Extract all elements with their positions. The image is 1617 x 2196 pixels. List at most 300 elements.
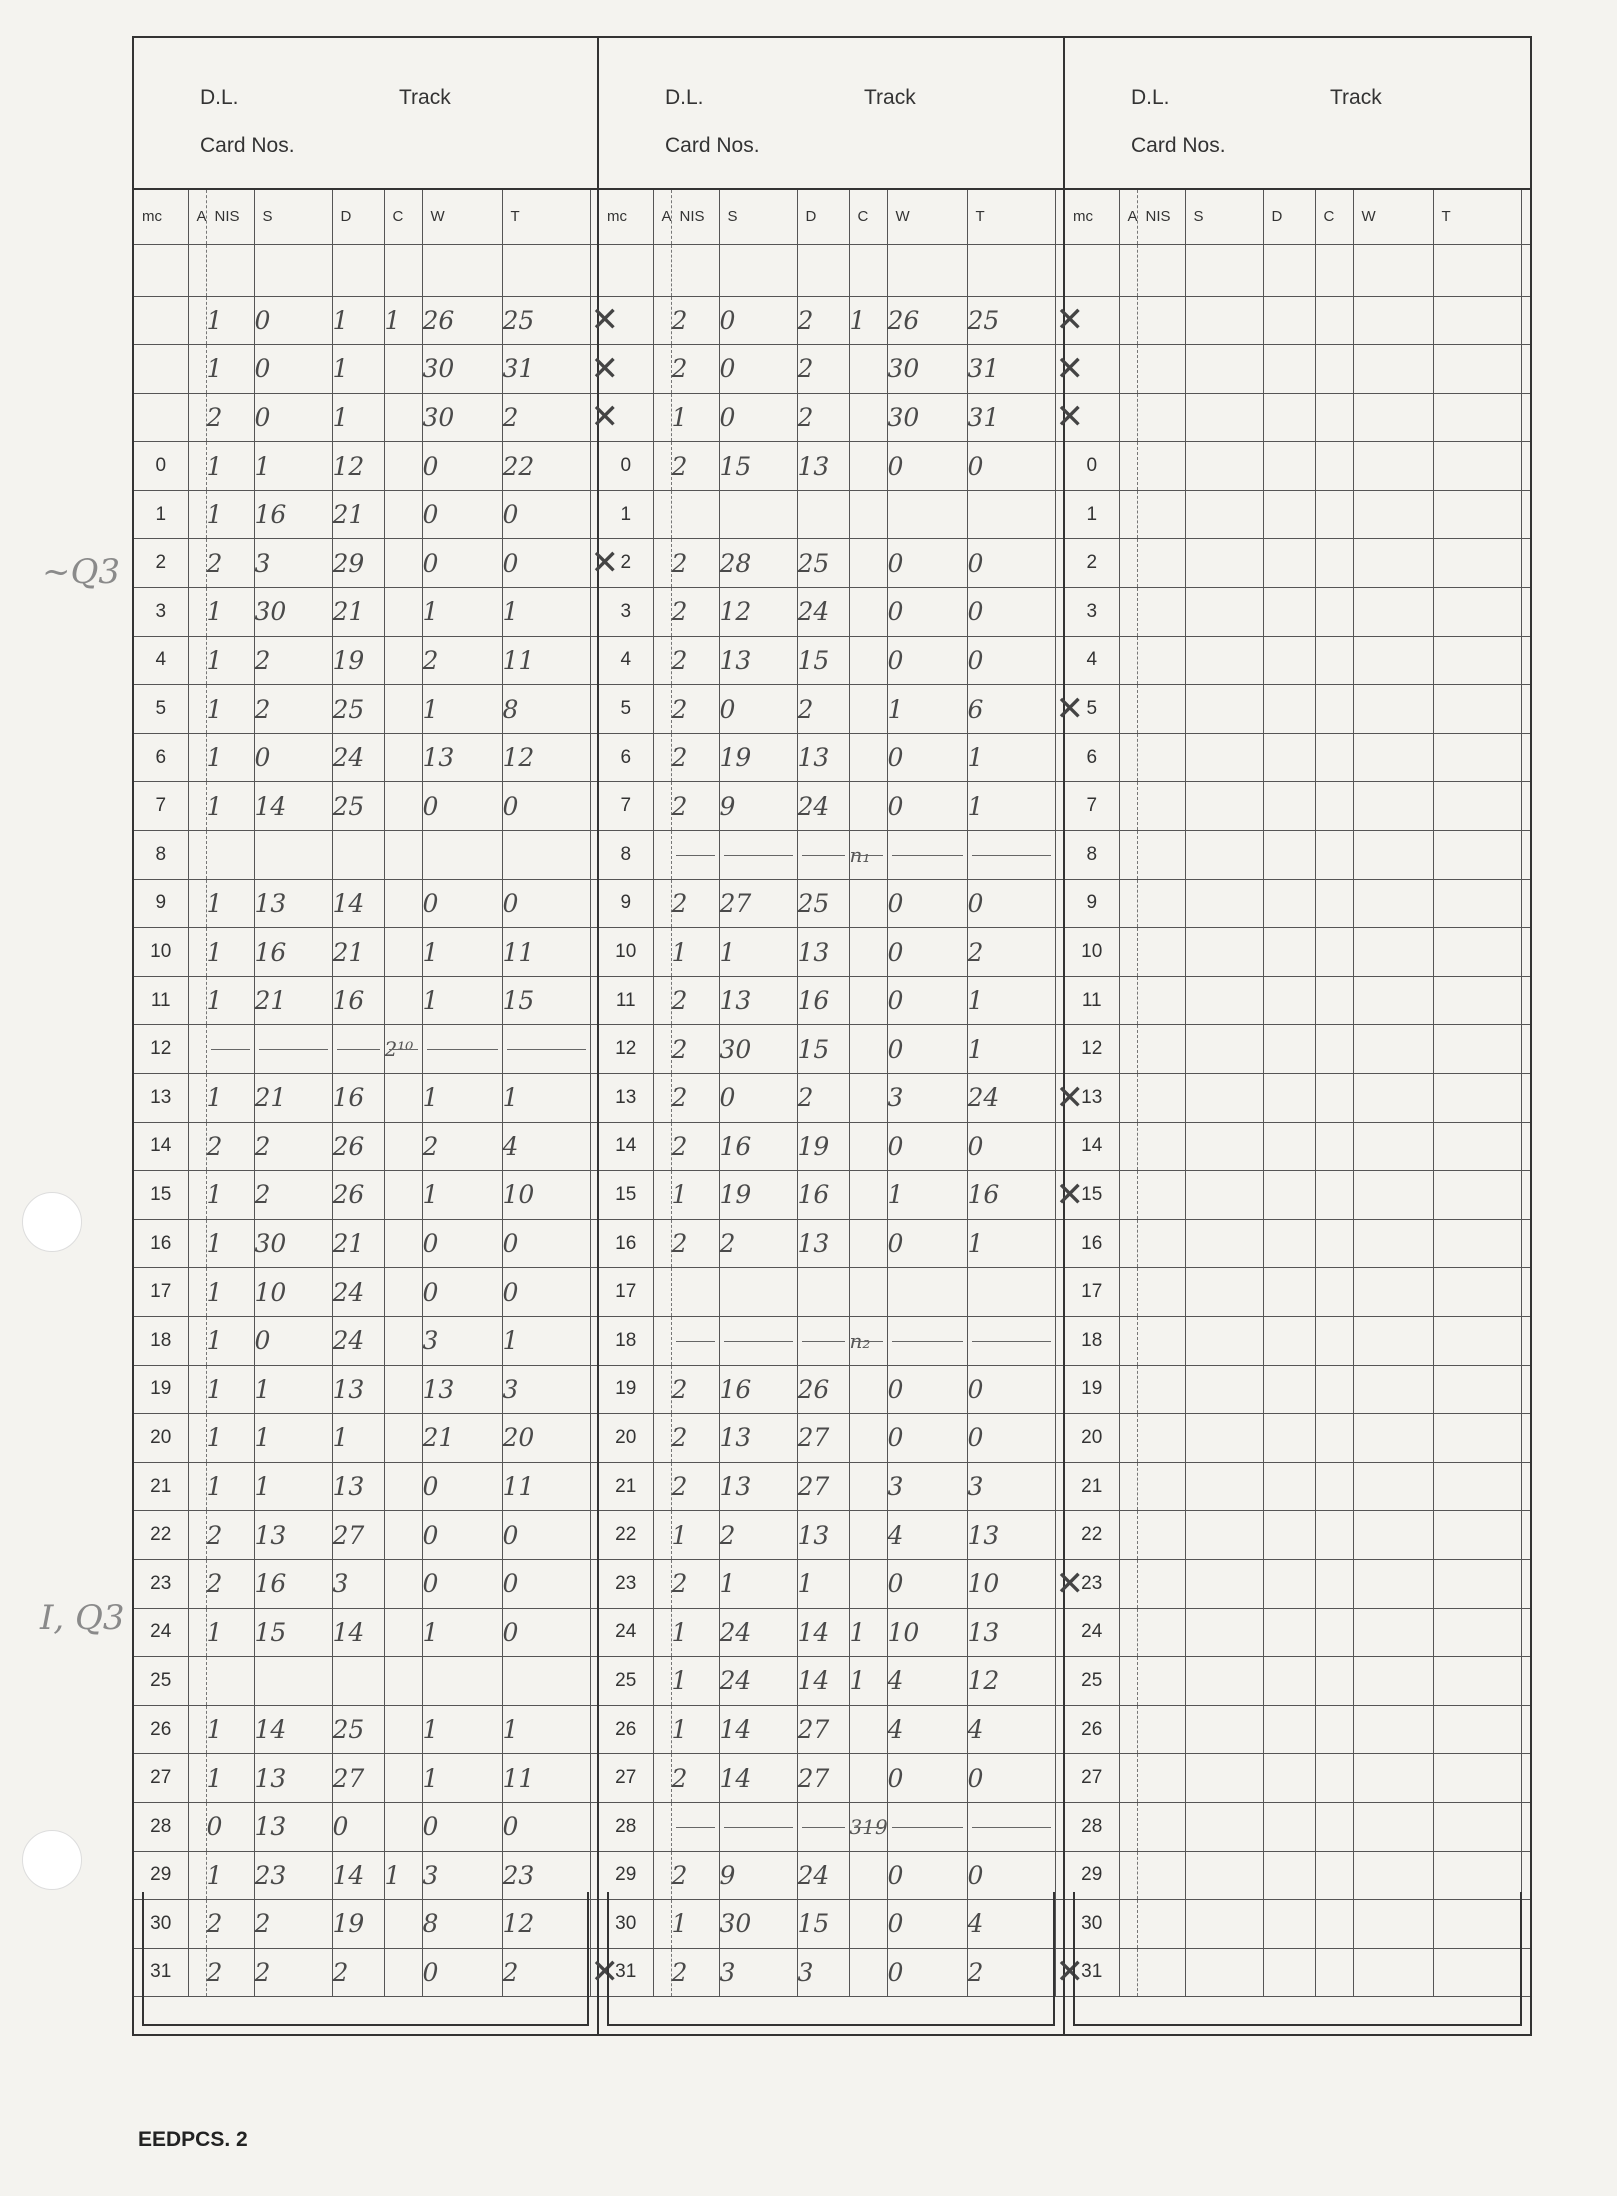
table-row (1065, 1074, 1530, 1123)
w-cell (1353, 393, 1433, 442)
cross-mark-cell (1055, 1462, 1063, 1511)
table-row (1065, 831, 1530, 880)
table-row (1065, 588, 1530, 637)
a-cell (653, 588, 671, 637)
c-cell (384, 1462, 422, 1511)
table-row (1065, 1559, 1530, 1608)
d-cell: 19 (332, 1900, 384, 1949)
column-header-nis: NIS (1137, 190, 1185, 244)
w-cell: 0 (422, 539, 502, 588)
a-cell (653, 1802, 671, 1851)
c-cell (384, 733, 422, 782)
c-cell (849, 976, 887, 1025)
c-cell (384, 588, 422, 637)
cross-mark-cell (590, 831, 597, 880)
card-nos-label: Card Nos. (1131, 134, 1226, 157)
c-cell (1315, 1559, 1353, 1608)
w-cell (1353, 1657, 1433, 1706)
t-cell: 0 (502, 1608, 590, 1657)
nis-cell: 2 (671, 345, 719, 394)
d-cell (1263, 1025, 1315, 1074)
table-row (134, 1025, 597, 1074)
c-cell (384, 636, 422, 685)
nis-cell: 1 (206, 296, 254, 345)
panel-3 (1065, 38, 1530, 2034)
t-cell: 2 (502, 1948, 590, 1997)
table-row (134, 442, 597, 491)
c-cell (384, 879, 422, 928)
mc-cell: 1 (134, 490, 188, 539)
d-cell (1263, 442, 1315, 491)
cross-mark-cell (1521, 1802, 1530, 1851)
nis-cell: 1 (206, 1608, 254, 1657)
nis-cell (1137, 1802, 1185, 1851)
table-row (599, 831, 1063, 880)
table-row (1065, 1511, 1530, 1560)
w-cell: 0 (422, 1462, 502, 1511)
mc-cell: 7 (1065, 782, 1119, 831)
s-cell (1185, 782, 1263, 831)
table-row (134, 1462, 597, 1511)
s-cell (1185, 1268, 1263, 1317)
table-row (1065, 782, 1530, 831)
c-cell (1315, 1802, 1353, 1851)
d-cell: 13 (797, 733, 849, 782)
cross-mark-cell (590, 685, 597, 734)
t-cell: 24 (967, 1074, 1055, 1123)
t-cell (1433, 588, 1521, 637)
mc-cell: 6 (599, 733, 653, 782)
mc-cell: 13 (134, 1074, 188, 1123)
table-row (599, 539, 1063, 588)
blank-cell (797, 244, 849, 296)
t-cell: 4 (967, 1705, 1055, 1754)
cross-mark-cell: ✕ (1055, 1074, 1063, 1123)
table-row (134, 1705, 597, 1754)
a-cell (653, 1414, 671, 1463)
a-cell (188, 1122, 206, 1171)
preset-row (134, 345, 597, 394)
nis-cell: 1 (206, 1316, 254, 1365)
cross-mark-cell (590, 1802, 597, 1851)
t-cell: 0 (967, 1414, 1055, 1463)
d-cell: 24 (332, 733, 384, 782)
d-cell: 24 (332, 1316, 384, 1365)
mc-cell: 19 (599, 1365, 653, 1414)
cross-mark-cell: ✕ (590, 296, 597, 345)
c-cell (384, 685, 422, 734)
table-row (1065, 1754, 1530, 1803)
c-cell (384, 976, 422, 1025)
d-cell: 14 (332, 1851, 384, 1900)
s-cell (1185, 976, 1263, 1025)
cross-mark-cell (1521, 685, 1530, 734)
table-row (599, 1219, 1063, 1268)
c-cell (1315, 1608, 1353, 1657)
c-cell (1315, 782, 1353, 831)
blank-cell (134, 244, 188, 296)
a-cell (1119, 733, 1137, 782)
nis-cell: 1 (206, 879, 254, 928)
s-cell: 27 (719, 879, 797, 928)
d-cell (1263, 636, 1315, 685)
w-cell (1353, 928, 1433, 977)
mc-cell: 7 (599, 782, 653, 831)
w-cell: 0 (887, 782, 967, 831)
w-cell: 0 (887, 1851, 967, 1900)
s-cell: 21 (254, 1074, 332, 1123)
w-cell: 0 (887, 1948, 967, 1997)
t-cell (502, 1657, 590, 1706)
d-cell (1263, 1268, 1315, 1317)
t-cell (1433, 539, 1521, 588)
column-header-s: S (1185, 190, 1263, 244)
t-cell: 0 (967, 879, 1055, 928)
d-cell: 2 (797, 685, 849, 734)
nis-cell (206, 1025, 254, 1074)
nis-cell (1137, 928, 1185, 977)
cross-mark-cell (590, 588, 597, 637)
panel-header (134, 38, 597, 190)
nis-cell: 2 (671, 1851, 719, 1900)
t-cell (1433, 928, 1521, 977)
c-cell: 1 (384, 296, 422, 345)
cross-mark-cell (1521, 1365, 1530, 1414)
w-cell: 8 (422, 1900, 502, 1949)
table-row (134, 1802, 597, 1851)
d-cell: 14 (332, 1608, 384, 1657)
nis-cell: 2 (671, 879, 719, 928)
w-cell (1353, 1122, 1433, 1171)
s-cell: 2 (254, 1948, 332, 1997)
cross-mark-cell (590, 1851, 597, 1900)
nis-cell (671, 831, 719, 880)
s-cell: 30 (719, 1900, 797, 1949)
t-cell (1433, 1365, 1521, 1414)
nis-cell: 0 (206, 1802, 254, 1851)
d-cell (797, 831, 849, 880)
d-cell: 24 (797, 1851, 849, 1900)
c-cell: 2¹⁰ (384, 1025, 422, 1074)
c-cell (384, 1219, 422, 1268)
w-cell: 0 (422, 1268, 502, 1317)
c-cell (1315, 831, 1353, 880)
s-cell: 15 (254, 1608, 332, 1657)
nis-cell (1137, 1657, 1185, 1706)
blank-cell (1055, 244, 1063, 296)
table-row (599, 879, 1063, 928)
d-cell (1263, 588, 1315, 637)
t-cell: 2 (967, 1948, 1055, 1997)
nis-cell: 1 (206, 490, 254, 539)
mc-cell: 7 (134, 782, 188, 831)
c-cell (384, 1074, 422, 1123)
blank-row (599, 244, 1063, 296)
cross-mark-cell (1521, 928, 1530, 977)
c-cell (384, 1414, 422, 1463)
mc-cell: 10 (1065, 928, 1119, 977)
table-row (599, 1657, 1063, 1706)
s-cell (1185, 1657, 1263, 1706)
cross-mark-cell (1055, 1754, 1063, 1803)
blank-cell (653, 244, 671, 296)
table-row (134, 1122, 597, 1171)
table-row (134, 733, 597, 782)
c-cell: 1 (849, 1657, 887, 1706)
column-header-mark (590, 190, 597, 244)
table-row (1065, 1316, 1530, 1365)
nis-cell (1137, 685, 1185, 734)
mc-cell: 13 (599, 1074, 653, 1123)
table-row (134, 831, 597, 880)
w-cell: 3 (887, 1074, 967, 1123)
c-cell: 1 (849, 296, 887, 345)
mc-cell: 19 (134, 1365, 188, 1414)
mc-cell: 21 (599, 1462, 653, 1511)
s-cell (1185, 1074, 1263, 1123)
w-cell (887, 831, 967, 880)
table-row (134, 1511, 597, 1560)
table-row (1065, 636, 1530, 685)
record-table (1065, 190, 1530, 1997)
nis-cell: 2 (671, 1219, 719, 1268)
w-cell (1353, 1462, 1433, 1511)
nis-cell (1137, 1074, 1185, 1123)
c-cell (384, 1268, 422, 1317)
w-cell: 4 (887, 1705, 967, 1754)
column-header-mc: mc (599, 190, 653, 244)
c-cell (384, 1802, 422, 1851)
c-cell: 1 (384, 1851, 422, 1900)
w-cell (1353, 1074, 1433, 1123)
t-cell: 0 (502, 1511, 590, 1560)
mc-cell: 26 (1065, 1705, 1119, 1754)
d-cell: 25 (332, 685, 384, 734)
table-row (599, 1414, 1063, 1463)
c-cell (849, 442, 887, 491)
s-cell (719, 1316, 797, 1365)
t-cell (1433, 1511, 1521, 1560)
s-cell (1185, 1462, 1263, 1511)
w-cell: 0 (422, 1219, 502, 1268)
w-cell (887, 490, 967, 539)
s-cell (1185, 831, 1263, 880)
c-cell (849, 1511, 887, 1560)
table-row (599, 1268, 1063, 1317)
nis-cell (1137, 393, 1185, 442)
table-row (599, 1754, 1063, 1803)
t-cell: 0 (967, 1122, 1055, 1171)
c-cell (1315, 1365, 1353, 1414)
mc-cell: 12 (599, 1025, 653, 1074)
c-cell (849, 1414, 887, 1463)
s-cell: 14 (254, 782, 332, 831)
d-cell (1263, 1414, 1315, 1463)
a-cell (188, 1171, 206, 1220)
w-cell: 0 (887, 539, 967, 588)
table-row (599, 1462, 1063, 1511)
s-cell: 1 (254, 1414, 332, 1463)
s-cell (1185, 1316, 1263, 1365)
preset-row (134, 296, 597, 345)
d-cell: 15 (797, 1025, 849, 1074)
mc-cell: 20 (1065, 1414, 1119, 1463)
t-cell: 11 (502, 636, 590, 685)
w-cell: 30 (887, 345, 967, 394)
w-cell: 0 (887, 636, 967, 685)
blank-cell (1185, 244, 1263, 296)
mc-cell: 29 (1065, 1851, 1119, 1900)
a-cell (1119, 345, 1137, 394)
w-cell: 0 (422, 782, 502, 831)
s-cell (1185, 1414, 1263, 1463)
d-cell: 2 (797, 1074, 849, 1123)
table-row (599, 976, 1063, 1025)
nis-cell (1137, 976, 1185, 1025)
a-cell (1119, 1414, 1137, 1463)
mc-cell: 27 (599, 1754, 653, 1803)
nis-cell (1137, 733, 1185, 782)
blank-cell (1137, 244, 1185, 296)
cross-mark-cell (590, 1171, 597, 1220)
d-cell (1263, 1754, 1315, 1803)
mc-cell: 11 (134, 976, 188, 1025)
t-cell: 8 (502, 685, 590, 734)
cross-mark-cell: ✕ (590, 539, 597, 588)
s-cell: 1 (719, 1559, 797, 1608)
w-cell (1353, 1511, 1433, 1560)
nis-cell: 1 (206, 1705, 254, 1754)
d-cell (1263, 1657, 1315, 1706)
mc-cell: 25 (1065, 1657, 1119, 1706)
t-cell: 3 (967, 1462, 1055, 1511)
s-cell: 9 (719, 782, 797, 831)
t-cell (1433, 490, 1521, 539)
nis-cell: 1 (206, 1219, 254, 1268)
column-header-nis: NIS (206, 190, 254, 244)
s-cell (719, 831, 797, 880)
a-cell (1119, 928, 1137, 977)
table-row (134, 588, 597, 637)
cross-mark-cell (1055, 1608, 1063, 1657)
mc-cell: 12 (1065, 1025, 1119, 1074)
s-cell: 2 (254, 685, 332, 734)
nis-cell: 2 (671, 1365, 719, 1414)
d-cell: 14 (797, 1657, 849, 1706)
nis-cell: 2 (671, 539, 719, 588)
c-cell (1315, 928, 1353, 977)
d-cell: 1 (797, 1559, 849, 1608)
w-cell: 0 (422, 1559, 502, 1608)
w-cell: 1 (422, 976, 502, 1025)
t-cell: 20 (502, 1414, 590, 1463)
w-cell (1353, 1705, 1433, 1754)
c-cell (1315, 539, 1353, 588)
nis-cell (671, 1802, 719, 1851)
cross-mark-cell (1055, 928, 1063, 977)
a-cell (653, 1608, 671, 1657)
t-cell (967, 1316, 1055, 1365)
s-cell: 24 (719, 1608, 797, 1657)
t-cell (1433, 1802, 1521, 1851)
d-cell: 16 (332, 1074, 384, 1123)
table-row (599, 490, 1063, 539)
mc-cell: 3 (1065, 588, 1119, 637)
data-sheet (132, 36, 1532, 2036)
d-cell: 2 (797, 345, 849, 394)
blank-cell (967, 244, 1055, 296)
c-cell (849, 539, 887, 588)
column-header-d: D (1263, 190, 1315, 244)
nis-cell: 1 (206, 1365, 254, 1414)
t-cell: 12 (502, 1900, 590, 1949)
mc-cell: 6 (1065, 733, 1119, 782)
track-label: Track (864, 86, 916, 109)
t-cell: 31 (967, 345, 1055, 394)
cross-mark-cell (1521, 393, 1530, 442)
table-row (134, 685, 597, 734)
a-cell (653, 345, 671, 394)
blank-row (1065, 244, 1530, 296)
mc-cell (1065, 296, 1119, 345)
mc-cell: 10 (599, 928, 653, 977)
nis-cell: 1 (206, 685, 254, 734)
mc-cell: 11 (599, 976, 653, 1025)
t-cell: 0 (502, 1559, 590, 1608)
t-cell: 0 (967, 1851, 1055, 1900)
mc-cell (134, 393, 188, 442)
column-header-mark (1055, 190, 1063, 244)
t-cell: 0 (502, 1268, 590, 1317)
nis-cell (1137, 1705, 1185, 1754)
s-cell (1185, 685, 1263, 734)
t-cell: 0 (967, 588, 1055, 637)
d-cell: 26 (797, 1365, 849, 1414)
blank-cell (671, 244, 719, 296)
d-cell (1263, 1608, 1315, 1657)
w-cell (1353, 636, 1433, 685)
footer-box (607, 1892, 1055, 2026)
w-cell: 3 (887, 1462, 967, 1511)
w-cell (1353, 1754, 1433, 1803)
table-row (134, 1074, 597, 1123)
c-cell (1315, 1074, 1353, 1123)
w-cell: 0 (887, 1122, 967, 1171)
c-cell (849, 1268, 887, 1317)
preset-row (599, 296, 1063, 345)
mc-cell: 9 (599, 879, 653, 928)
s-cell: 3 (254, 539, 332, 588)
t-cell (1433, 636, 1521, 685)
cross-mark-cell (1521, 831, 1530, 880)
nis-cell: 2 (671, 782, 719, 831)
t-cell: 1 (967, 733, 1055, 782)
w-cell: 0 (887, 976, 967, 1025)
w-cell: 13 (422, 733, 502, 782)
d-cell: 25 (797, 879, 849, 928)
t-cell (1433, 1657, 1521, 1706)
a-cell (188, 1657, 206, 1706)
table-row (134, 928, 597, 977)
d-cell: 14 (332, 879, 384, 928)
s-cell (1185, 1705, 1263, 1754)
s-cell (1185, 393, 1263, 442)
column-header-row (1065, 190, 1530, 244)
nis-cell: 1 (671, 1657, 719, 1706)
c-cell: 319 (849, 1802, 887, 1851)
a-cell (188, 1219, 206, 1268)
w-cell: 4 (887, 1511, 967, 1560)
